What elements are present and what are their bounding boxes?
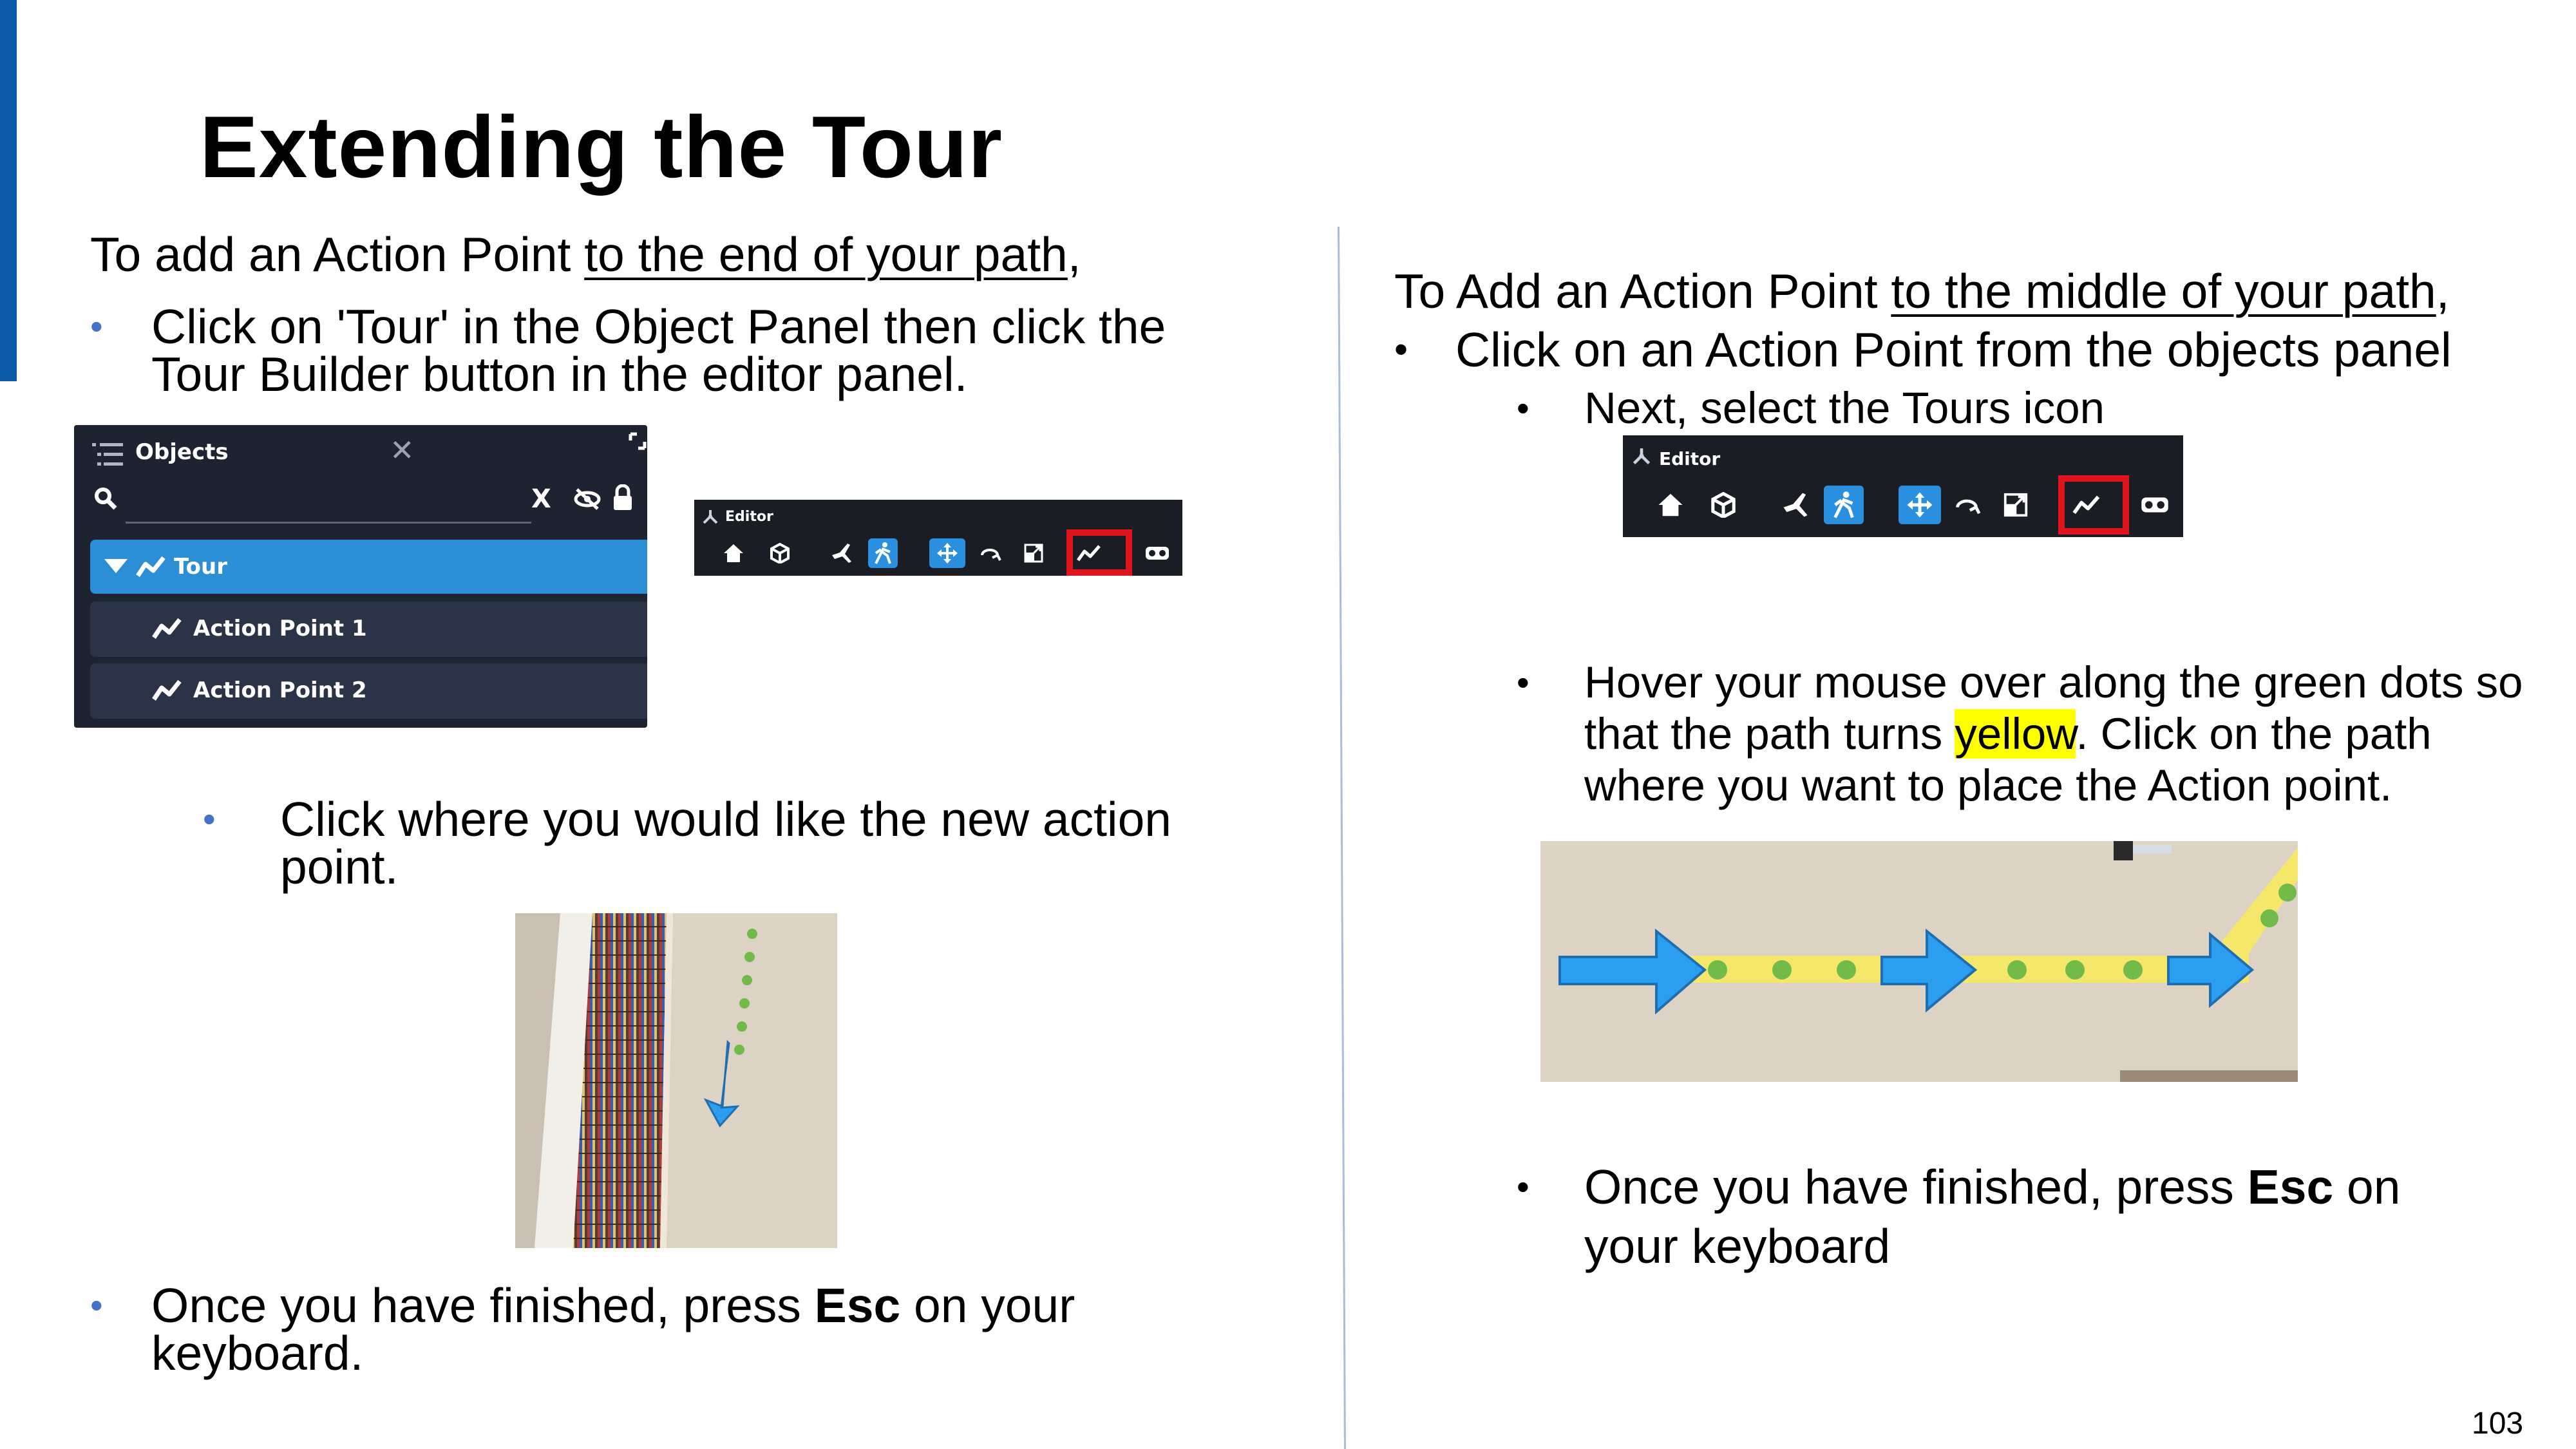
bullet-marker: • — [203, 799, 216, 839]
home-icon[interactable] — [1654, 488, 1687, 522]
move-icon[interactable] — [929, 538, 965, 568]
home-icon[interactable] — [720, 540, 747, 567]
right-sub-bullet-2-line-2: that the path turns — [1584, 709, 1955, 759]
scene-image-end-of-path — [515, 913, 837, 1248]
esc-key-label: Esc — [814, 1278, 901, 1332]
cube-icon[interactable] — [766, 540, 793, 567]
fly-icon[interactable] — [828, 540, 855, 567]
page-number: 103 — [2472, 1406, 2524, 1441]
list-item-label: Action Point 1 — [193, 616, 367, 641]
right-sub-bullet-2-line-3: where you want to place the Action point. — [1584, 761, 2392, 810]
left-intro-link: to the end of your path — [584, 227, 1068, 281]
left-intro-comma: , — [1067, 227, 1081, 281]
left-bullet-1 — [90, 299, 1249, 406]
left-bullet-1-line-1: Click on 'Tour' in the Object Panel then click the — [151, 299, 1166, 354]
right-sub-bullet-3-line-2: your keyboard — [1584, 1219, 1891, 1273]
walk-icon[interactable] — [868, 538, 898, 568]
left-bullet-2-line-2: point. — [280, 840, 399, 894]
list-menu-icon — [92, 442, 124, 468]
search-clear-icon[interactable]: X — [531, 484, 551, 514]
left-bullet-2 — [203, 792, 1298, 898]
right-sub-bullet-2-line-2-end: . Click on the path — [2076, 709, 2432, 759]
cube-icon[interactable] — [1707, 488, 1740, 522]
right-intro — [1394, 264, 2450, 318]
slide-title: Extending the Tour — [200, 98, 1003, 196]
scale-icon[interactable] — [1020, 540, 1047, 567]
vr-headset-icon[interactable] — [1143, 540, 1171, 567]
visibility-off-icon[interactable] — [573, 488, 601, 510]
right-sub-bullet-2 — [1517, 657, 2547, 818]
left-bullet-3-text-end: on your — [900, 1278, 1075, 1332]
search-input-underline[interactable] — [126, 522, 531, 524]
right-sub-bullet-3-text-end: on — [2333, 1160, 2401, 1214]
left-bullet-3 — [90, 1278, 1249, 1385]
editor-logo-icon — [702, 509, 719, 526]
walk-icon[interactable] — [1824, 486, 1864, 524]
objects-panel-screenshot — [74, 425, 647, 728]
bullet-marker: • — [90, 306, 103, 346]
lock-icon[interactable] — [612, 484, 634, 511]
rotate-icon[interactable] — [976, 540, 1003, 567]
bullet-marker: • — [1517, 662, 1530, 703]
scene-image-middle-of-path — [1540, 841, 2298, 1082]
list-item-action-point-2[interactable] — [90, 663, 647, 719]
right-sub-bullet-1-text: Next, select the Tours icon — [1584, 383, 2105, 433]
bullet-marker: • — [1517, 1166, 1530, 1207]
fly-icon[interactable] — [1779, 488, 1812, 522]
editor-logo-icon — [1632, 447, 1651, 466]
rotate-icon[interactable] — [1950, 488, 1984, 522]
left-intro-text: To add an Action Point — [90, 227, 585, 281]
right-bullet-1 — [1394, 323, 2553, 384]
left-bullet-1-line-2: Tour Builder button in the editor panel. — [151, 347, 968, 401]
editor-label: Editor — [1659, 448, 1721, 469]
right-intro-link: to the middle of your path — [1891, 264, 2436, 318]
objects-panel-title: Objects — [135, 439, 229, 465]
highlight-box — [1066, 529, 1132, 576]
right-sub-bullet-3 — [1517, 1157, 2547, 1286]
left-bullet-3-line-2: keyboard. — [151, 1326, 364, 1380]
list-item-tour[interactable] — [90, 540, 647, 594]
right-sub-bullet-2-line-1: Hover your mouse over along the green dots so — [1584, 658, 2523, 707]
editor-toolbar-left — [694, 500, 1182, 576]
action-point-icon — [151, 677, 184, 703]
scale-icon[interactable] — [1999, 488, 2032, 522]
list-item-action-point-1[interactable] — [90, 601, 647, 657]
move-icon[interactable] — [1899, 486, 1941, 524]
caret-down-icon — [103, 556, 129, 576]
tour-path-icon — [135, 554, 167, 580]
bullet-marker: • — [90, 1285, 103, 1325]
list-item-label: Tour — [174, 554, 228, 580]
editor-toolbar-right — [1623, 435, 2183, 537]
bullet-marker: • — [1517, 388, 1530, 428]
accent-bar — [0, 0, 17, 381]
right-sub-bullet-3-text: Once you have finished, press — [1584, 1160, 2248, 1214]
action-point-icon — [151, 616, 184, 641]
left-intro — [90, 227, 1081, 281]
bullet-marker: • — [1394, 328, 1408, 371]
column-divider — [1338, 227, 1346, 1449]
panel-close-icon[interactable]: ✕ — [390, 433, 415, 468]
expand-icon[interactable] — [628, 431, 647, 451]
right-intro-text: To Add an Action Point — [1394, 264, 1891, 318]
search-icon — [93, 486, 119, 512]
editor-label: Editor — [725, 509, 773, 525]
right-sub-bullet-1 — [1517, 384, 2418, 436]
highlighted-word: yellow — [1955, 709, 2076, 759]
left-bullet-3-text: Once you have finished, press — [151, 1278, 815, 1332]
left-bullet-2-line-1: Click where you would like the new action — [280, 792, 1172, 846]
highlight-box — [2058, 475, 2129, 535]
vr-headset-icon[interactable] — [2138, 488, 2172, 522]
right-bullet-1-text: Click on an Action Point from the objects panel — [1455, 323, 2452, 377]
right-intro-comma: , — [2436, 264, 2450, 318]
esc-key-label: Esc — [2247, 1160, 2334, 1214]
list-item-label: Action Point 2 — [193, 677, 367, 703]
